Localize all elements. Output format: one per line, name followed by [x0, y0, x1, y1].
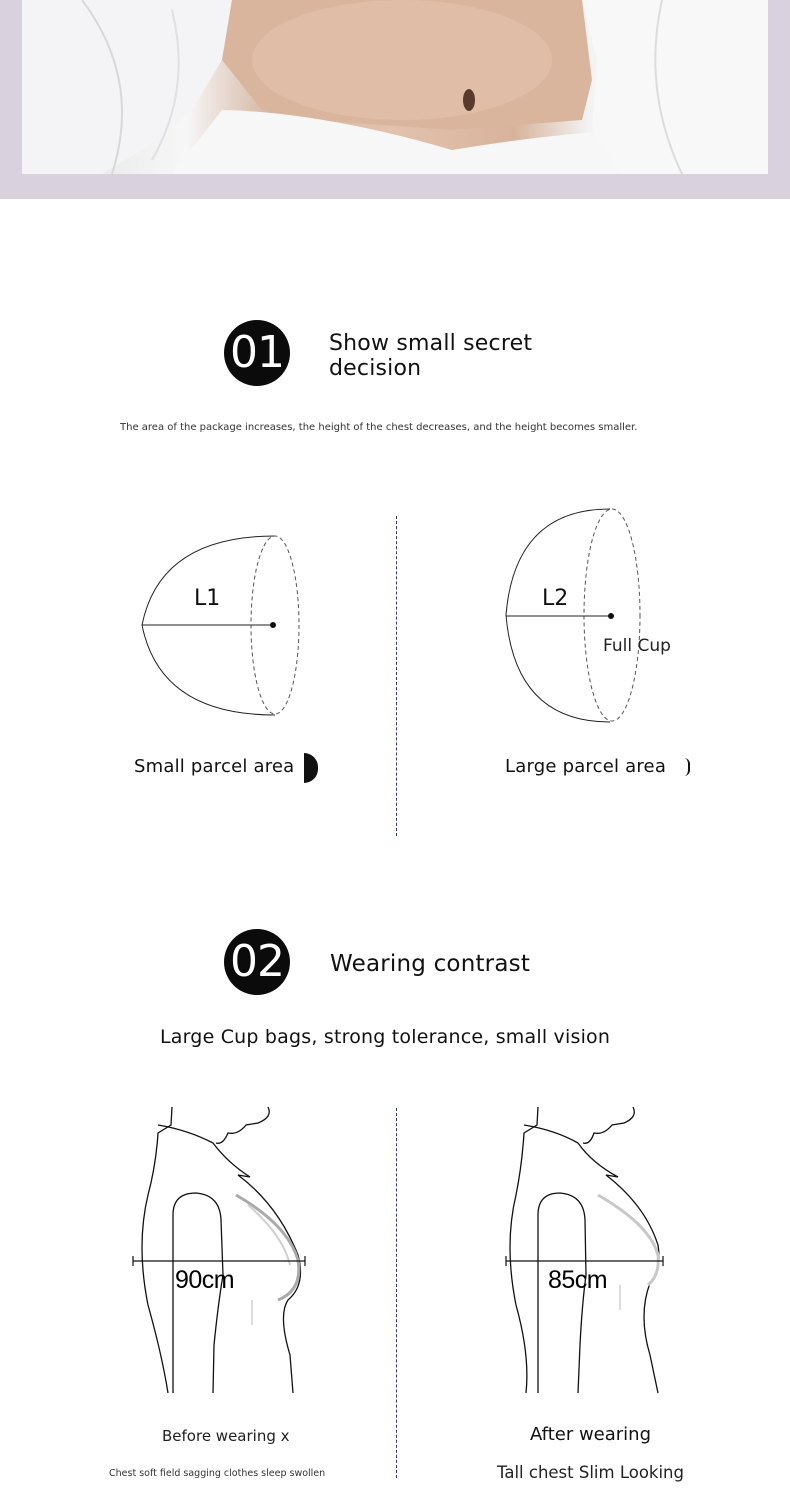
small-cup-diagram [130, 525, 320, 725]
section-number: 02 [230, 936, 284, 987]
section-title-line1: Show small secret [329, 331, 533, 356]
section-subtitle-01: The area of the package increases, the height of the chest decreases, and the height becomes smaller. [120, 422, 638, 433]
before-wearing-note: Chest soft field sagging clothes sleep swollen [109, 1468, 326, 1479]
small-parcel-caption: Small parcel area [134, 756, 295, 777]
length-label-l2: L2 [542, 586, 569, 611]
length-label-l1: L1 [194, 586, 221, 611]
center-divider-2 [396, 1108, 397, 1478]
model-photo-illustration [22, 0, 768, 174]
section-number: 01 [230, 327, 284, 378]
after-wearing-note: Tall chest Slim Looking [497, 1463, 684, 1482]
section-title-line2: decision [329, 356, 422, 381]
measure-before: 90cm [175, 1266, 235, 1294]
cross-mark-icon [304, 753, 318, 783]
torso-after-diagram [500, 1105, 690, 1400]
section-title-01 [329, 331, 532, 381]
full-cup-label: Full Cup [603, 636, 671, 656]
torso-before-diagram [128, 1105, 318, 1400]
after-wearing-caption: After wearing [530, 1424, 652, 1445]
large-parcel-caption: Large parcel area [505, 756, 667, 777]
section-number-badge-02 [224, 929, 290, 995]
model-photo [22, 0, 768, 174]
measure-after: 85cm [548, 1266, 608, 1294]
full-cup-diagram [495, 500, 655, 730]
section-title-02: Wearing contrast [330, 951, 531, 977]
check-mark-icon [684, 758, 690, 776]
section-number-badge-01 [224, 320, 290, 386]
before-wearing-caption: Before wearing x [162, 1427, 290, 1445]
hero-banner [0, 0, 790, 199]
center-divider-1 [396, 516, 397, 836]
section-subtitle-02: Large Cup bags, strong tolerance, small vision [160, 1026, 611, 1048]
